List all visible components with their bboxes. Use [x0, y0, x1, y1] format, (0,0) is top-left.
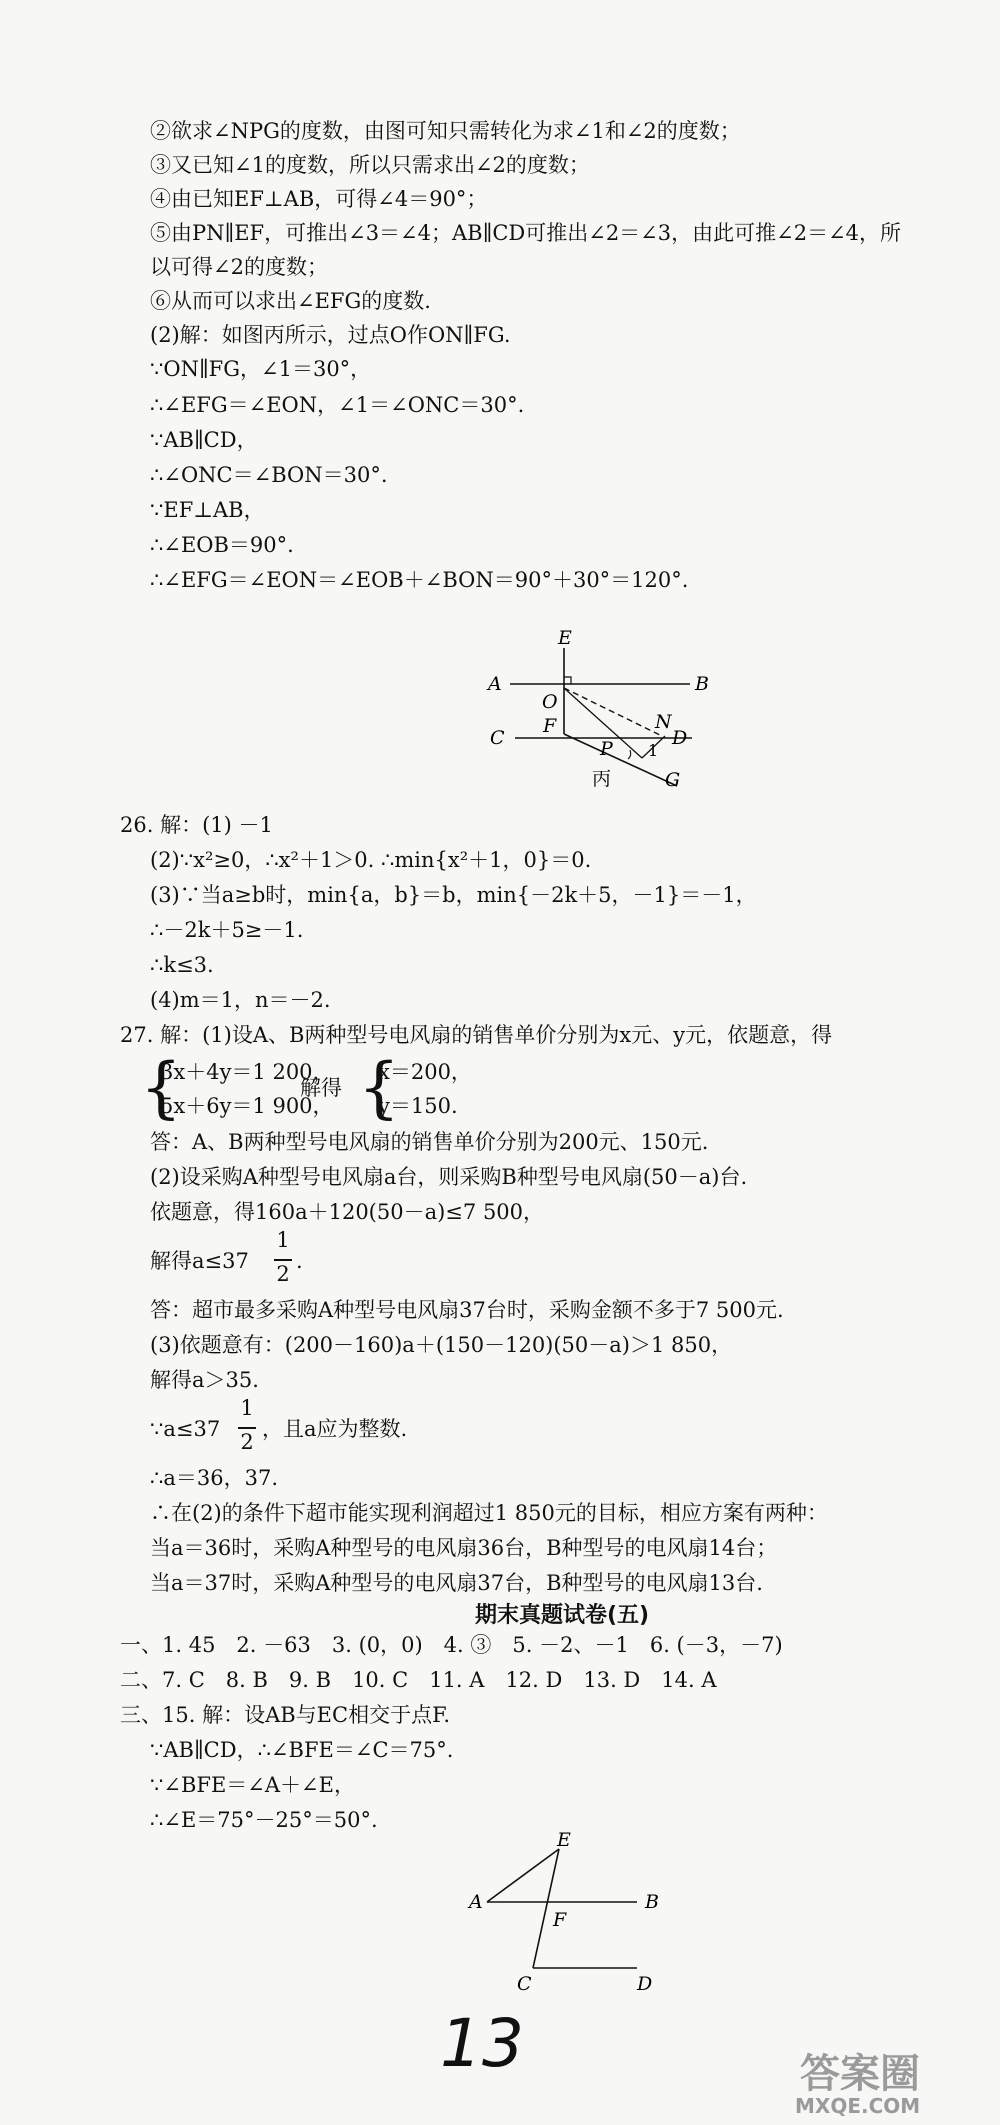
label-f: F: [553, 1909, 567, 1931]
text-line: (2)解：如图丙所示，过点O作ON∥FG.: [150, 323, 511, 347]
text-line: (2)设采购A种型号电风扇a台，则采购B种型号电风扇(50－a)台.: [150, 1165, 748, 1189]
watermark-url: MXQE.COM: [795, 2094, 921, 2118]
label-n: N: [655, 711, 672, 733]
geometry-figure-15: [465, 1830, 685, 2000]
text-line: ∴在(2)的条件下超市能实现利润超过1 850元的目标，相应方案有两种：: [150, 1501, 828, 1525]
solution-line: x＝200，: [378, 1060, 472, 1084]
equation-line: 3x＋4y＝1 200，: [160, 1060, 334, 1084]
label-p: P: [600, 738, 613, 760]
fraction-denominator: 2: [240, 1430, 254, 1454]
text-line: ⑥从而可以求出∠EFG的度数.: [150, 289, 431, 313]
label-e: E: [557, 1830, 571, 1851]
section-title: 期末真题试卷(五): [475, 1603, 650, 1628]
label-d: D: [672, 727, 688, 749]
text-line: ∴k≤3.: [150, 953, 214, 977]
text-period: .: [296, 1249, 303, 1273]
angle-1-arc: [628, 750, 631, 759]
left-brace: {: [140, 1049, 182, 1126]
text-line: 当a＝36时，采购A种型号的电风扇36台，B种型号的电风扇14台；: [150, 1536, 778, 1560]
label-b: B: [695, 673, 709, 695]
text-line: (3)依题意有：(200－160)a＋(150－120)(50－a)＞1 850，: [150, 1333, 733, 1357]
answer-line: ∵∠BFE＝∠A＋∠E，: [150, 1773, 355, 1797]
text-line: ⑤由PN∥EF，可推出∠3＝∠4；AB∥CD可推出∠2＝∠3，由此可推∠2＝∠4，所: [150, 221, 902, 245]
text-line: ∴∠ONC＝∠BON＝30°.: [150, 463, 388, 487]
text-line: 以可得∠2的度数；: [150, 255, 328, 279]
fraction-bar: [238, 1427, 256, 1429]
label-a: A: [488, 673, 502, 695]
solution-line: y＝150.: [378, 1094, 458, 1118]
line-fg: [564, 734, 677, 786]
answer-line: 三、15. 解：设AB与EC相交于点F.: [120, 1703, 451, 1727]
label-o: O: [542, 691, 558, 713]
line-on: [564, 688, 662, 736]
text-line: 27. 解：(1)设A、B两种型号电风扇的销售单价分别为x元、y元，依题意，得: [120, 1023, 833, 1047]
text-line: 依题意，得160a＋120(50－a)≤7 500，: [150, 1200, 545, 1224]
text-line: 当a＝37时，采购A种型号的电风扇37台，B种型号的电风扇13台.: [150, 1571, 763, 1595]
label-g: G: [665, 769, 681, 791]
text-line: (4)m＝1，n＝－2.: [150, 988, 331, 1012]
text-line: ，且a应为整数.: [262, 1417, 408, 1441]
watermark-logo: 答案圈: [800, 2051, 920, 2097]
text-line: 解得a＞35.: [150, 1368, 259, 1392]
label-a: A: [469, 1891, 483, 1913]
fraction-numerator: 1: [240, 1396, 254, 1420]
text-line: ∵a≤37: [150, 1417, 221, 1441]
text-line: ∴∠EFG＝∠EON，∠1＝∠ONC＝30°.: [150, 393, 525, 417]
geometry-figure-bing: [480, 628, 740, 798]
text-solve: 解得: [300, 1076, 342, 1100]
text-line: ∴∠EFG＝∠EON＝∠EOB＋∠BON＝90°＋30°＝120°.: [150, 568, 689, 592]
text-line: ∴a＝36，37.: [150, 1466, 278, 1490]
label-angle-1: 1: [648, 741, 659, 760]
left-brace: {: [358, 1049, 400, 1126]
answer-line: 一、1. 45 2. －63 3. (0，0) 4. ③ 5. －2、－1 6. (－3，－7): [120, 1633, 783, 1657]
text-line: 26. 解：(1) －1: [120, 813, 273, 837]
label-c: C: [517, 1973, 532, 1995]
right-angle-mark: [564, 677, 571, 684]
text-line: ②欲求∠NPG的度数，由图可知只需转化为求∠1和∠2的度数；: [150, 119, 741, 143]
fraction-bar: [274, 1259, 292, 1261]
text-line: 答：A、B两种型号电风扇的销售单价分别为200元、150元.: [150, 1130, 709, 1154]
label-f: F: [543, 715, 557, 737]
answer-line: 二、7. C 8. B 9. B 10. C 11. A 12. D 13. D 14. A: [120, 1668, 717, 1692]
text-line: ∴∠EOB＝90°.: [150, 533, 294, 557]
label-d: D: [637, 1973, 653, 1995]
text-line: (3)∵当a≥b时，min{a，b}＝b，min{－2k＋5，－1}＝－1，: [150, 883, 757, 907]
text-line: (2)∵x²≥0，∴x²＋1＞0. ∴min{x²＋1，0}＝0.: [150, 848, 592, 872]
answer-line: ∵AB∥CD，∴∠BFE＝∠C＝75°.: [150, 1738, 454, 1762]
text-line: ∴－2k＋5≥－1.: [150, 918, 304, 942]
line-ae: [487, 1849, 559, 1902]
label-b: B: [645, 1891, 659, 1913]
label-e: E: [558, 628, 572, 649]
equation-line: 5x＋6y＝1 900，: [160, 1094, 334, 1118]
figure-caption: 丙: [592, 768, 612, 790]
text-line: ∵AB∥CD，: [150, 428, 258, 452]
text-line: 答：超市最多采购A种型号电风扇37台时，采购金额不多于7 500元.: [150, 1298, 784, 1322]
text-line: ③又已知∠1的度数，所以只需求出∠2的度数；: [150, 153, 590, 177]
page-number: 13: [440, 2005, 524, 2082]
label-c: C: [490, 727, 505, 749]
answer-line: ∴∠E＝75°－25°＝50°.: [150, 1808, 378, 1832]
text-line: ∵ON∥FG，∠1＝30°，: [150, 357, 372, 381]
text-line: ∵EF⊥AB，: [150, 498, 265, 522]
fraction-numerator: 1: [276, 1228, 290, 1252]
text-line: ④由已知EF⊥AB，可得∠4＝90°；: [150, 187, 488, 211]
text-line: 解得a≤37: [150, 1249, 249, 1273]
fraction-denominator: 2: [276, 1262, 290, 1286]
